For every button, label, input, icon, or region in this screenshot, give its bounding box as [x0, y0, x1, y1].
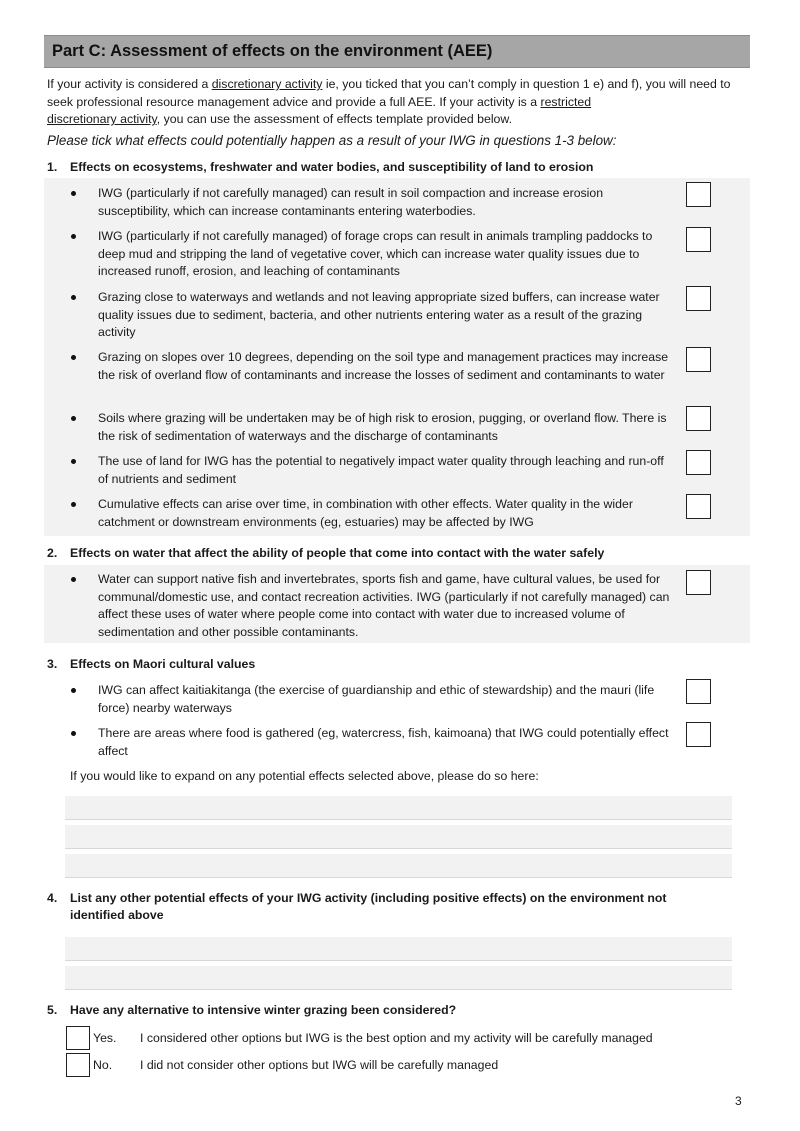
- intro-text-3: , you can use the assessment of effects template provided below.: [156, 112, 513, 126]
- list-item: [70, 349, 670, 384]
- effect-text: IWG can affect kaitiakitanga (the exercise of guardianship and ethic of stewardship) and the mauri (life force) nearby waterways: [98, 683, 655, 715]
- section-3-heading: [44, 656, 750, 673]
- effect-text: The use of land for IWG has the potential to negatively impact water quality through leaching and run-off of nutrients and sediment: [98, 454, 664, 486]
- effect-1a-checkbox[interactable]: [686, 182, 711, 207]
- section-1-number: 1.: [47, 160, 58, 174]
- effect-1d-checkbox[interactable]: [686, 347, 711, 372]
- restricted-discretionary-link[interactable]: discretionary activity: [47, 112, 157, 126]
- section-5-title: Have any alternative to intensive winter grazing been considered?: [70, 1003, 457, 1017]
- bullet-icon: [70, 496, 98, 531]
- section-1-title: Effects on ecosystems, freshwater and water bodies, and susceptibility of land to erosion: [70, 160, 594, 174]
- option-no-text: I did not consider other options but IWG will be carefully managed: [140, 1058, 499, 1072]
- effect-1e-checkbox[interactable]: [686, 406, 711, 431]
- other-effects-line-2[interactable]: [65, 966, 732, 990]
- section-3-number: 3.: [47, 657, 58, 671]
- list-item: [70, 228, 670, 281]
- effect-1g-checkbox[interactable]: [686, 494, 711, 519]
- bullet-icon: [70, 185, 98, 220]
- option-yes-label: Yes.: [93, 1031, 117, 1045]
- bullet-icon: [70, 453, 98, 488]
- section-5-heading: [44, 1002, 750, 1019]
- bullet-icon: [70, 289, 98, 342]
- section-2-number: 2.: [47, 546, 58, 560]
- section-3-title: Effects on Maori cultural values: [70, 657, 256, 671]
- option-yes: [66, 1025, 653, 1051]
- bullet-icon: [70, 228, 98, 281]
- bullet-icon: [70, 571, 98, 641]
- list-item: [70, 725, 670, 760]
- effect-text: Water can support native fish and invertebrates, sports fish and game, have cultural values, be used for communal/domestic use, and contact recreation activities. IWG (particularly if not carefully managed) can affect these uses of water where people come into contact with water due to increased volume of sedimentation and other possible contaminants.: [98, 572, 670, 639]
- effect-1f-checkbox[interactable]: [686, 450, 711, 475]
- effect-text: IWG (particularly if not carefully managed) of forage crops can result in animals trampling paddocks to deep mud and stripping the land of vegetative cover, which can increase water quality issues due to increased runoff, erosion, and leaching of contaminants: [98, 229, 653, 278]
- intro-text-1: If your activity is considered a: [47, 77, 212, 91]
- effect-text: Grazing on slopes over 10 degrees, depending on the soil type and management practices may increase the risk of overland flow of contaminants and increase the losses of sediment and contaminants to water: [98, 350, 669, 382]
- section-4-number: 4.: [47, 891, 58, 905]
- list-item: [70, 289, 670, 342]
- effect-text: Soils where grazing will be undertaken may be of high risk to erosion, pugging, or overland flow. There is the risk of sedimentation of waterways and the discharge of contaminants: [98, 411, 667, 443]
- bullet-icon: [70, 682, 98, 717]
- tick-instruction: Please tick what effects could potentially happen as a result of your IWG in questions 1-3 below:: [47, 133, 617, 148]
- effect-text: IWG (particularly if not carefully managed) can result in soil compaction and increase erosion susceptibility, which can increase contaminants entering waterbodies.: [98, 186, 604, 218]
- bullet-icon: [70, 410, 98, 445]
- restricted-link[interactable]: restricted: [540, 94, 592, 109]
- effect-1b-checkbox[interactable]: [686, 227, 711, 252]
- effect-3a-checkbox[interactable]: [686, 679, 711, 704]
- effect-2a-checkbox[interactable]: [686, 570, 711, 595]
- intro-text-2: ie, you ticked that you can’t comply in question 1 e) and f), you will need to seek professional resource management advice and provide a full AEE. If your activity is a: [47, 77, 731, 109]
- page-number: 3: [735, 1094, 742, 1108]
- effect-3b-checkbox[interactable]: [686, 722, 711, 747]
- option-no-checkbox[interactable]: [66, 1053, 90, 1077]
- expand-effects-line-2[interactable]: [65, 825, 732, 849]
- section-2-heading: [44, 545, 750, 562]
- section-header: [44, 35, 750, 68]
- bullet-icon: [70, 349, 98, 384]
- list-item: [70, 185, 670, 220]
- effect-text: Cumulative effects can arise over time, in combination with other effects. Water quality in the wider catchment or downstream environments (eg, estuaries) may be affected by IWG: [98, 497, 633, 529]
- effect-1c-checkbox[interactable]: [686, 286, 711, 311]
- list-item: [70, 571, 670, 641]
- option-yes-text: I considered other options but IWG is the best option and my activity will be carefully managed: [140, 1031, 653, 1045]
- list-item: [70, 410, 670, 445]
- list-item: [70, 496, 670, 531]
- effect-text: Grazing close to waterways and wetlands and not leaving appropriate sized buffers, can increase water quality issues due to sediment, bacteria, and other nutrients entering water as a result of the grazing activity: [98, 290, 660, 339]
- list-item: [70, 682, 670, 717]
- section-5-number: 5.: [47, 1003, 58, 1017]
- effect-text: There are areas where food is gathered (eg, watercress, fish, kaimoana) that IWG could potentially effect affect: [98, 726, 669, 758]
- discretionary-activity-link[interactable]: discretionary activity: [211, 77, 323, 91]
- section-1-heading: [44, 159, 750, 176]
- expand-effects-line-1[interactable]: [65, 796, 732, 820]
- expand-effects-line-3[interactable]: [65, 854, 732, 878]
- section-title: Part C: Assessment of effects on the environment (AEE): [52, 42, 493, 60]
- list-item: [70, 453, 670, 488]
- section-4-heading: [44, 890, 704, 924]
- option-yes-checkbox[interactable]: [66, 1026, 90, 1050]
- expand-prompt: If you would like to expand on any potential effects selected above, please do so here:: [70, 769, 539, 783]
- section-2-title: Effects on water that affect the ability of people that come into contact with the water safely: [70, 546, 605, 560]
- option-no: [66, 1052, 498, 1078]
- intro-paragraph: [47, 76, 747, 129]
- option-no-label: No.: [93, 1058, 113, 1072]
- bullet-icon: [70, 725, 98, 760]
- section-4-title: List any other potential effects of your IWG activity (including positive effects) on the environment not identified above: [70, 891, 667, 922]
- other-effects-line-1[interactable]: [65, 937, 732, 961]
